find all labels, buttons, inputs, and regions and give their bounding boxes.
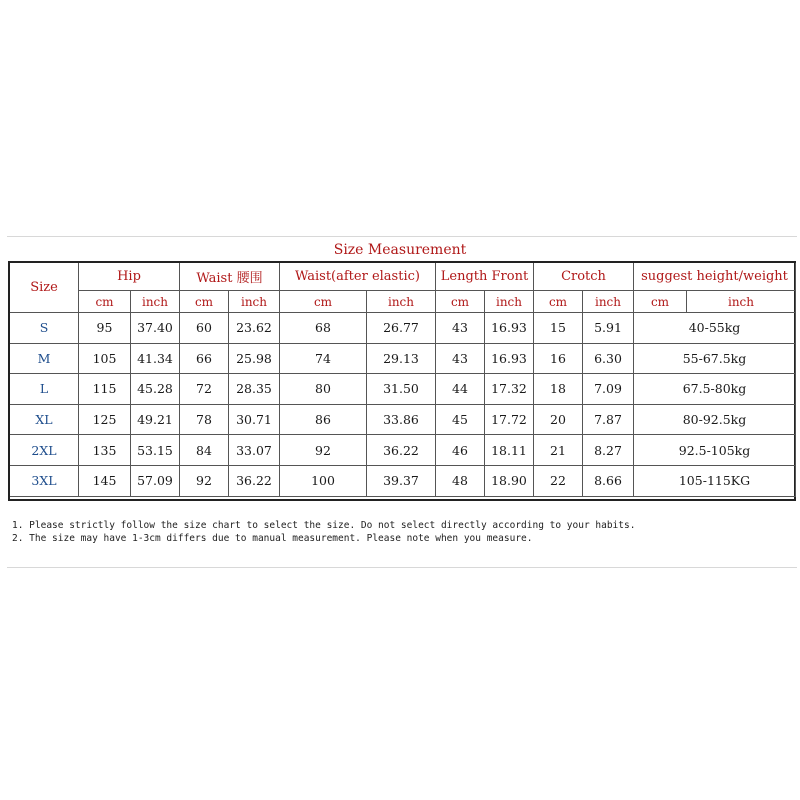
table-cell: 60: [180, 313, 229, 344]
table-cell: 8.66: [583, 466, 634, 497]
suggested-weight: 80-92.5kg: [634, 405, 796, 436]
header-size: Size: [10, 263, 79, 313]
unit-label: cm: [280, 291, 367, 313]
table-cell: 92: [280, 435, 367, 466]
table-cell: 23.62: [229, 313, 280, 344]
table-cell: 68: [280, 313, 367, 344]
table-cell: 37.40: [131, 313, 180, 344]
unit-label: cm: [436, 291, 485, 313]
header-length-front: Length Front: [436, 263, 534, 291]
table-cell: 7.09: [583, 374, 634, 405]
table-cell: 72: [180, 374, 229, 405]
size-table: [8, 261, 796, 501]
table-cell: 18.11: [485, 435, 534, 466]
size-label: 2XL: [10, 435, 79, 466]
header-crotch: Crotch: [534, 263, 634, 291]
size-label: M: [10, 344, 79, 375]
table-cell: 36.22: [229, 466, 280, 497]
unit-label: cm: [79, 291, 131, 313]
table-cell: 84: [180, 435, 229, 466]
table-cell: 57.09: [131, 466, 180, 497]
table-cell: 17.72: [485, 405, 534, 436]
table-cell: 66: [180, 344, 229, 375]
unit-label: inch: [229, 291, 280, 313]
note-2: 2. The size may have 1-3cm differs due to manual measurement. Please note when you measure.: [12, 533, 533, 544]
header-hip: Hip: [79, 263, 180, 291]
table-cell: 36.22: [367, 435, 436, 466]
table-cell: 7.87: [583, 405, 634, 436]
table-cell: 78: [180, 405, 229, 436]
suggested-weight: 40-55kg: [634, 313, 796, 344]
table-cell: 25.98: [229, 344, 280, 375]
suggested-weight: 92.5-105kg: [634, 435, 796, 466]
unit-label: inch: [583, 291, 634, 313]
table-cell: 28.35: [229, 374, 280, 405]
note-1: 1. Please strictly follow the size chart to select the size. Do not select directly according to your habits.: [12, 520, 636, 531]
unit-label: inch: [131, 291, 180, 313]
table-cell: 43: [436, 344, 485, 375]
table-cell: 41.34: [131, 344, 180, 375]
table-cell: 100: [280, 466, 367, 497]
table-cell: 43: [436, 313, 485, 344]
table-cell: 16.93: [485, 313, 534, 344]
table-cell: 45: [436, 405, 485, 436]
table-cell: 39.37: [367, 466, 436, 497]
size-label: XL: [10, 405, 79, 436]
table-cell: 145: [79, 466, 131, 497]
unit-label: inch: [485, 291, 534, 313]
table-cell: 95: [79, 313, 131, 344]
unit-label: cm: [534, 291, 583, 313]
table-cell: 29.13: [367, 344, 436, 375]
unit-label: cm: [180, 291, 229, 313]
suggested-weight: 55-67.5kg: [634, 344, 796, 375]
table-cell: 80: [280, 374, 367, 405]
table-cell: 48: [436, 466, 485, 497]
header-waist-elastic: Waist(after elastic): [280, 263, 436, 291]
suggested-weight: 67.5-80kg: [634, 374, 796, 405]
table-cell: 16.93: [485, 344, 534, 375]
unit-label: inch: [367, 291, 436, 313]
table-cell: 22: [534, 466, 583, 497]
table-cell: 125: [79, 405, 131, 436]
table-cell: 86: [280, 405, 367, 436]
table-cell: 18.90: [485, 466, 534, 497]
table-cell: 33.07: [229, 435, 280, 466]
table-cell: 20: [534, 405, 583, 436]
table-cell: 44: [436, 374, 485, 405]
table-cell: 105: [79, 344, 131, 375]
size-label: L: [10, 374, 79, 405]
table-cell: 115: [79, 374, 131, 405]
table-cell: 74: [280, 344, 367, 375]
table-cell: 6.30: [583, 344, 634, 375]
table-cell: 46: [436, 435, 485, 466]
table-cell: 17.32: [485, 374, 534, 405]
table-cell: 26.77: [367, 313, 436, 344]
table-cell: 135: [79, 435, 131, 466]
table-cell: 21: [534, 435, 583, 466]
unit-label: cm: [634, 291, 687, 313]
table-cell: 31.50: [367, 374, 436, 405]
table-cell: 15: [534, 313, 583, 344]
table-cell: 30.71: [229, 405, 280, 436]
table-cell: 18: [534, 374, 583, 405]
table-cell: 8.27: [583, 435, 634, 466]
size-label: S: [10, 313, 79, 344]
chart-title: Size Measurement: [333, 242, 467, 258]
header-suggest: suggest height/weight: [634, 263, 796, 291]
size-label: 3XL: [10, 466, 79, 497]
table-cell: 45.28: [131, 374, 180, 405]
suggested-weight: 105-115KG: [634, 466, 796, 497]
table-cell: 49.21: [131, 405, 180, 436]
unit-label: inch: [687, 291, 796, 313]
table-cell: 5.91: [583, 313, 634, 344]
table-cell: 53.15: [131, 435, 180, 466]
table-cell: 16: [534, 344, 583, 375]
header-waist: Waist 腰围: [180, 263, 280, 291]
table-cell: 92: [180, 466, 229, 497]
table-cell: 33.86: [367, 405, 436, 436]
